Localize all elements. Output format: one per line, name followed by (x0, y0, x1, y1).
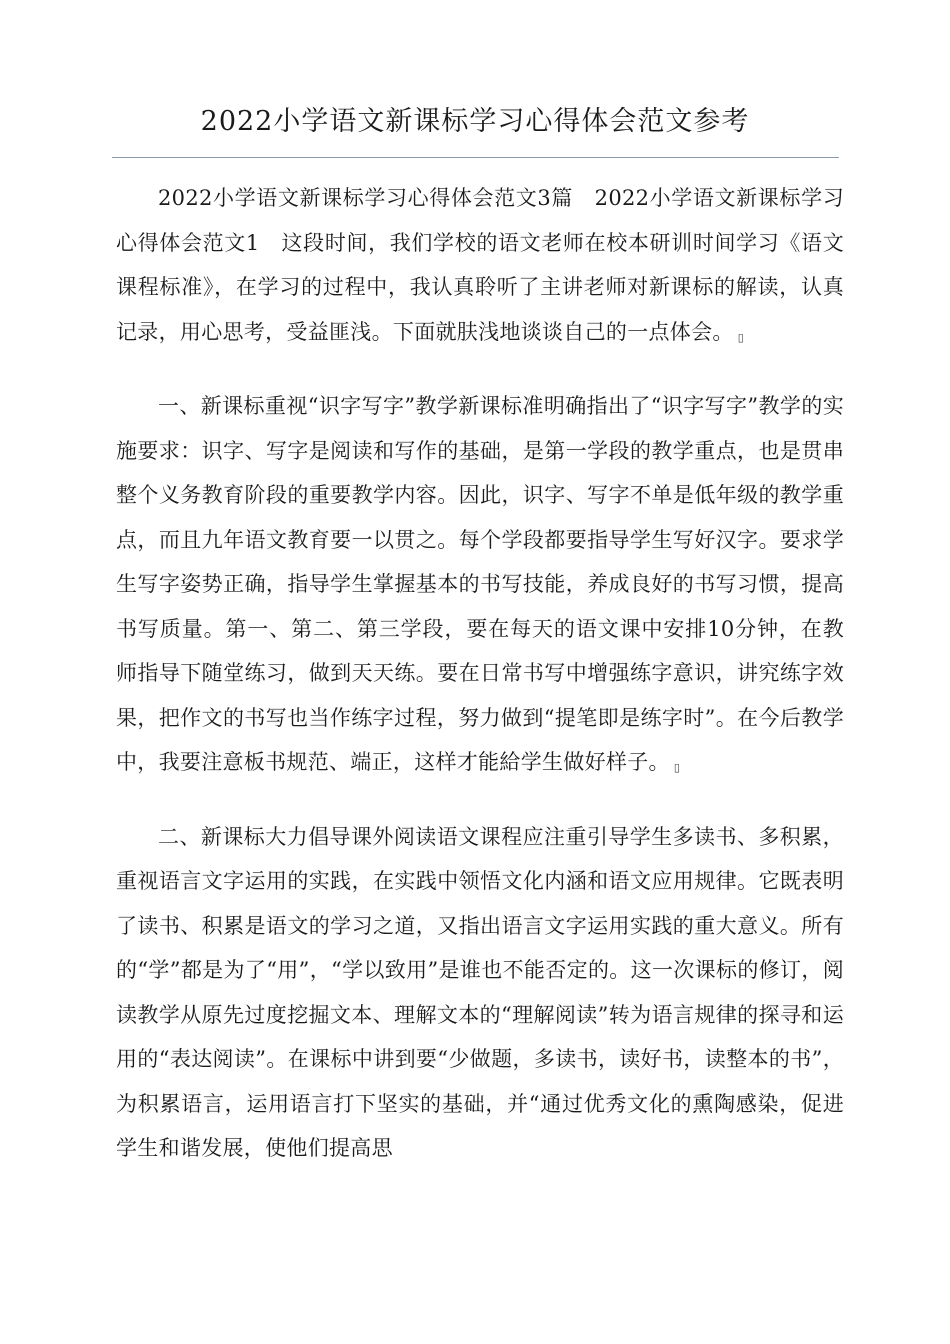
paragraph-text: 二、新课标大力倡导课外阅读语文课程应注重引导学生多读书、多积累，重视语言文字运用的实践，在实践中领悟文化内涵和语文应用规律。它既表明了读书、积累是语文的学习之道，又指出语言文字运用实践的重大意义。所有的“学”都是为了“用”，“学以致用”是谁也不能否定的。这一次课标的修订，阅读教学从原先过度挖掘文本、理解文本的“理解阅读”转为语言规律的探寻和运用的“表达阅读”。在课标中讲到要“少做题，多读书，读好书，读整本的书”，为积累语言，运用语言打下坚实的基础，并“通过优秀文化的熏陶感染，促进学生和谐发展，使他们提高思 (116, 824, 844, 1160)
paragraph-text: 2022小学语文新课标学习心得体会范文3篇 2022小学语文新课标学习心得体会范文1 这段时间，我们学校的语文老师在校本研训时间学习《语文课程标准》，在学习的过程中，我认真聆听了主讲老师对新课标的解读，认真记录，用心思考，受益匪浅。下面就肤浅地谈谈自己的一点体会。 (116, 186, 844, 344)
paragraph-section-2 (116, 815, 844, 1171)
paragraph-mark-icon: ▯ (737, 330, 745, 344)
paragraph-text: 一、新课标重视“识字写字”教学新课标准明确指出了“识字写字”教学的实施要求：识字、写字是阅读和写作的基础，是第一学段的教学重点，也是贯串整个义务教育阶段的重要教学内容。因此，识字、写字不单是低年级的教学重点，而且九年语文教育要一以贯之。每个学段都要指导学生写好汉字。要求学生写字姿势正确，指导学生掌握基本的书写技能，养成良好的书写习惯，提高书写质量。第一、第二、第三学段，要在每天的语文课中安排10分钟，在教师指导下随堂练习，做到天天练。要在日常书写中增强练字意识，讲究练字效果，把作文的书写也当作练字过程，努力做到“提笔即是练字时”。在今后教学中，我要注意板书规范、端正，这样才能給学生做好样子。 (116, 394, 844, 774)
paragraph-mark-icon: ▯ (673, 761, 681, 774)
document-body (116, 176, 844, 1195)
title-divider (112, 157, 839, 158)
paragraph-intro (116, 176, 844, 360)
document-title: 2022小学语文新课标学习心得体会范文参考 (200, 106, 750, 137)
paragraph-section-1 (116, 384, 844, 791)
